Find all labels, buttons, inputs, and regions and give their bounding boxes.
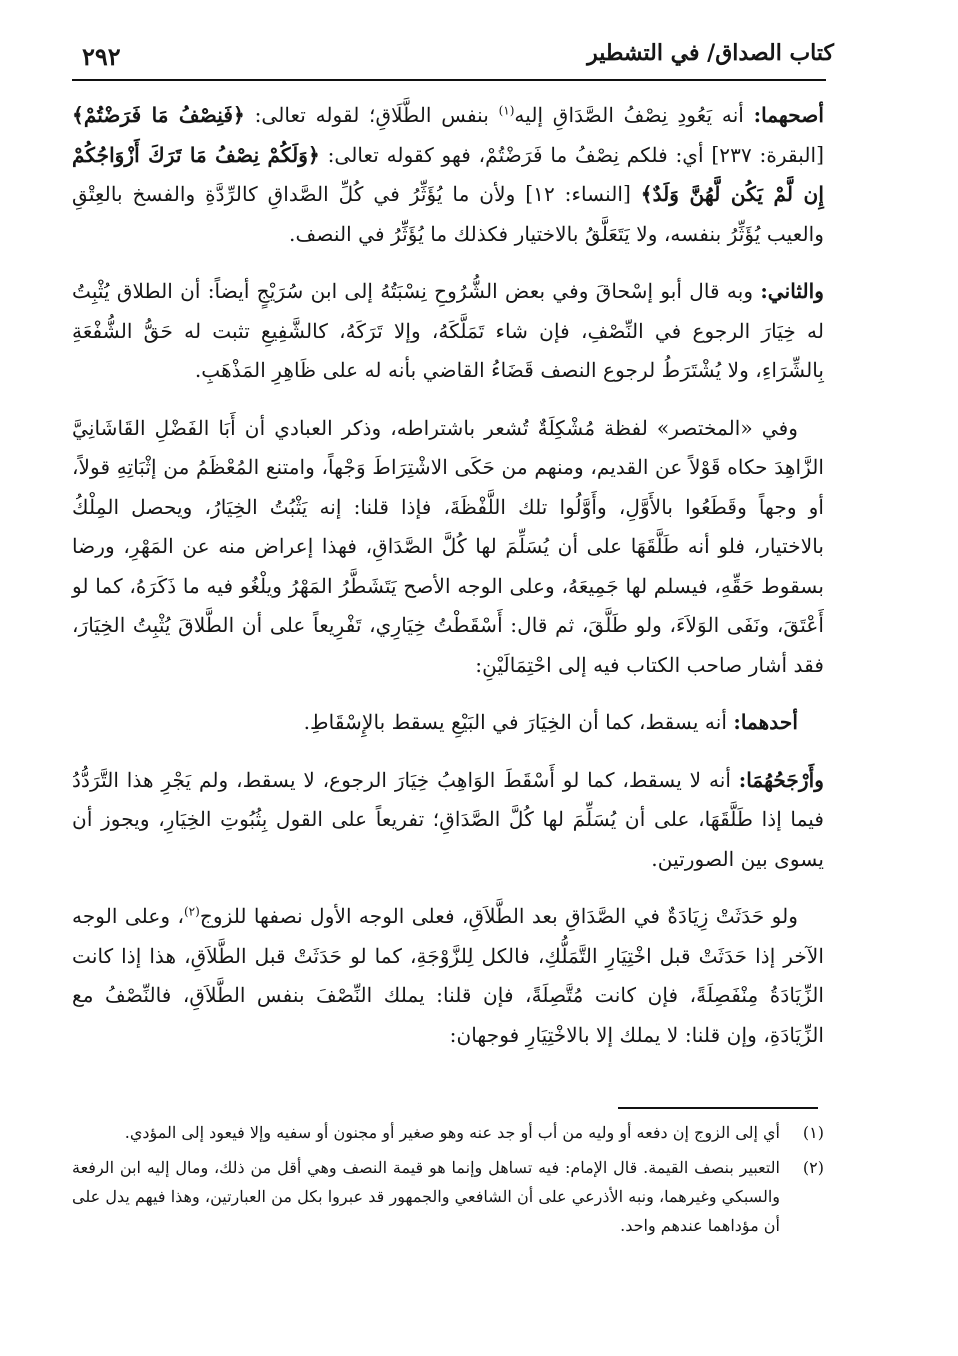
footnote-text: أي إلى الزوج إن دفعه أو وليه من أب أو جد عنه وهو صغير أو مجنون أو سفيه وإلا فيعود إلى المؤدي. [124, 1123, 780, 1142]
footnote-reference-2[interactable]: (٢) [183, 904, 200, 919]
paragraph-5 [72, 761, 824, 880]
footnote-number: (٢) [802, 1158, 824, 1177]
quran-quote: ﴿وَلَكُمْ نِصْفُ مَا تَرَكَ أَزْوَاجُكُمْ إِن لَّمْ يَكُن لَّهُنَّ وَلَدٌ﴾ [72, 142, 824, 206]
paragraph-text: أنه يسقط، كما أن الخِيَارَ في البَيْعِ يسقط بالإِسْقَاطِ. [303, 710, 734, 734]
footnote-text: التعبير بنصف القيمة. قال الإمام: فيه تساهل وإنما هو قيمة النصف وهي أقل من ذلك، ومال إليه ابن الرفعة والسبكي وغيرهما، ونبه الأذرعي على أن الشافعي والجمهور قد عبروا بكل من العبارتين، وهذا فيهم يدل على أن مؤداهما عندهم واحد. [72, 1158, 780, 1235]
paragraph-4 [72, 703, 824, 743]
footnote-rule [618, 1107, 818, 1109]
paragraph-text: وبه قال أبو إسْحاقَ وفي بعض الشُّرُوحِ نِسْبَتُهُ إلى ابن سُرَيْجٍ أيضاً: أن الطلاق يُثْبِتُ له خِيَارَ الرجوع في النِّصْفِ، فإن شاء تَمَلَّكَهُ، وإلا تَرَكَهُ، كالشَّفِيعِ تثبت له حَقُّ الشُّفْعَةِ بِالشِّرَاءِ، ولا يُشْتَرَطُ لرجوع النصف قَضَاءُ القاضي بأنه له على ظَاهِرِ المَذْهَبِ. [72, 279, 824, 382]
paragraph-text: [البقرة: ٢٣٧] أي: فلكم نِصْفُ ما فَرَضْتُمْ، فهو كقوله تعالى: [319, 142, 824, 167]
paragraph-text: بنفس الطَّلَاقِ؛ لقوله تعالى: [244, 103, 499, 127]
paragraph-lead: أصحهما: [753, 103, 825, 127]
running-title: كتاب الصداق/ في التشطير [587, 40, 834, 66]
paragraph-3 [72, 409, 824, 686]
paragraph-text: ، وعلى الوجه الآخر إذا حَدَثَتْ قبل اخْتِيَارِ التَّمَلُّكِ، فالكل لِلزَّوْجَةِ، كما لو حَدَثَتْ قبل الطَّلاَقِ، هذا إذا كانت الزِّيَادَةُ مِنْفَصِلَةً، فإن كانت مُتَّصِلَةً، فإن قلنا: يملك النِّصْفَ بنفس الطَّلاَقِ، فالنِّصْفُ مع الزِّيَادَةِ، وإن قلنا: لا يملك إلا بالاخْتِيَارِ فوجهان: [72, 904, 824, 1047]
footnote-number: (١) [802, 1123, 824, 1142]
footnotes [72, 1118, 824, 1246]
footnote [72, 1153, 824, 1240]
main-text [72, 96, 824, 1073]
footnote-reference-1[interactable]: (١) [498, 103, 515, 118]
paragraph-2 [72, 272, 824, 391]
paragraph-text: وفي «المختصر» لفظة مُشْكِلَةٌ تُشعر باشتراطه، وذكر العبادي أن أَبَا الفَضْلِ القَاشَانِيَّ الزَّاهِدَ حكاه قَوْلاً عن القديم، ومنهم من حَكَى الاشْتِرَاطَ وَجْهاً، وامتنع المُعْظَمُ من إثْبَاتِهِ قولاً، أو وجهاً وقَطَعُوا بالأَوَّلِ، وأَوَّلُوا تلك اللَّفْظَةَ، فإذا قلنا: إنه يَثْبُتُ الخِيَارُ، ويحصل المِلْكُ بالاختيار، فلو أنه طَلَّقَهَا على أن يُسَلِّمَ لها كُلَّ الصَّدَاقِ، فهذا إعراض منه عن المَهْرِ، ورضا بسقوط حَقِّهِ، فيسلم لها جَمِيعَهُ، وعلى الوجه الأصح يَتَشَطَّرُ المَهْرُ ويلْغُو فيه ما ذَكَرَهُ، كما لو أَعْتَقَ، ونَفَى الوَلاَءَ، ولو طَلَّقَ، ثم قال: أَسْقَطْتُ خِيَارِي، تَفْرِيعاً على أن الطَّلاقَ يُثْبِتُ الخِيَارَ، فقد أشار صاحب الكتاب فيه إلى احْتِمَالَيْنِ: [72, 415, 824, 677]
paragraph-text: ولو حَدَثَتْ زِيَادَةٌ في الصَّدَاقِ بعد الطَّلاَقِ، فعلى الوجه الأول نصفها للزوج [199, 904, 798, 928]
footnote [72, 1118, 824, 1147]
paragraph-lead: وأَرْجَحُهُمَا: [738, 767, 824, 792]
page-header [70, 36, 834, 76]
paragraph-text: [النساء: ١٢] ولأن ما يُؤَثِّرُ في كُلِّ الصَّداقِ كالرِّدَّةِ والفسخ بالعِتْقِ والعيب يُؤَثِّرُ بنفسه، ولا يَتَعَلَّقُ بالاختيار فكذلك ما يُؤَثِّرُ في النصف. [72, 182, 824, 246]
paragraph-text: أنه يَعُودِ نِصْفُ الصَّدَاقِ إليه [514, 103, 754, 127]
header-rule [72, 79, 826, 81]
paragraph-1 [72, 96, 824, 254]
page-number: ٢٩٢ [82, 42, 121, 71]
paragraph-6 [72, 897, 824, 1055]
quran-quote: ﴿فَنِصْفُ مَا فَرَضْتُمْ﴾ [72, 103, 245, 127]
paragraph-lead: والثاني: [760, 279, 824, 303]
paragraph-text: أنه لا يسقط، كما لو أَسْقَطَ الوَاهِبُ خِيَارَ الرجوع، لا يسقط، ولم يَجْرِ هذا التَّرَدُّدُ فيما إذا طَلَّقَهَا، على أن يُسَلِّمَ لها كُلَّ الصَّدَاقِ؛ تفريعاً على القول بِثُبُوتِ الخِيَارِ، ويجوز أن يسوى بين الصورتين. [72, 767, 824, 871]
paragraph-lead: أحدهما: [733, 710, 798, 734]
